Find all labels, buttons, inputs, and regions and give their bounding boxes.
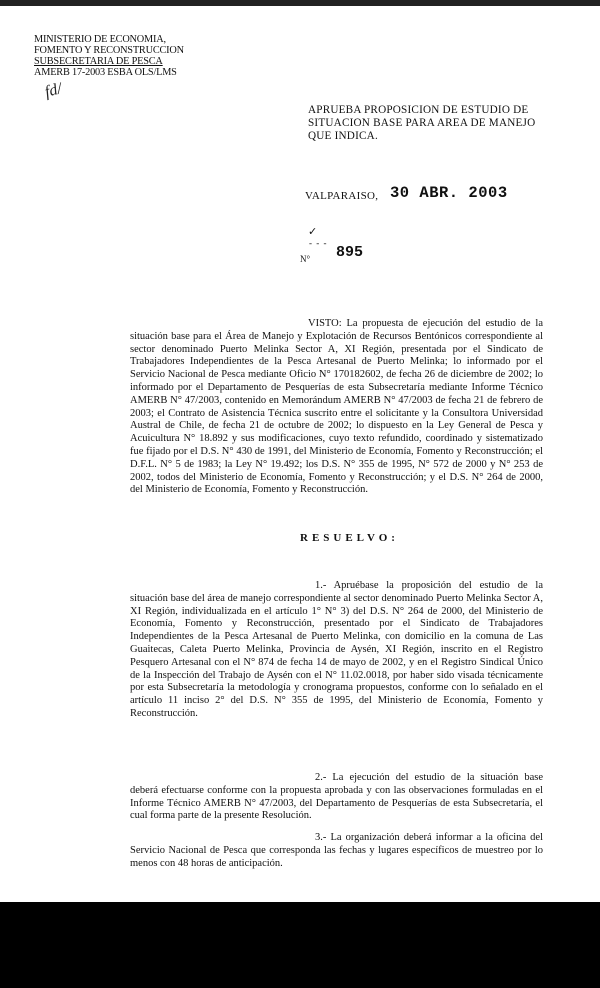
check-mark-icon: ✓ [308,226,318,238]
letterhead-ministry: MINISTERIO DE ECONOMIA, [34,34,166,45]
letterhead [34,34,234,78]
item-1-paragraph [130,580,543,721]
handwritten-initials: fd/ [42,80,64,101]
dash-marks: - - - [309,238,328,248]
item-3-paragraph [130,832,543,870]
item-2-paragraph [130,772,543,823]
subject-line: APRUEBA PROPOSICION DE ESTUDIO DE SITUACION BASE PARA AREA DE MANEJO QUE INDICA. [308,104,536,142]
document-number-label: N° [300,254,311,264]
letterhead-reference: AMERB 17-2003 ESBA OLS/LMS [34,67,177,78]
letterhead-subsecretaria: SUBSECRETARIA DE PESCA [34,56,163,67]
resolvo-heading: RESUELVO: [300,532,399,544]
visto-lead: VISTO: [308,318,342,329]
item-2-text: 2.- La ejecución del estudio de la situación base deberá efectuarse conforme con la propuesta aprobada y con las observaciones formuladas en el Informe Técnico AMERB N° 47/2003, del Departamento de Pesquerías de esta Subsecretaría, el cual forma parte de la presente Resolución. [130,772,543,822]
visto-text: La propuesta de ejecución del estudio de la situación base para el Área de Manejo y Explotación de Recursos Bentónicos correspondiente al sector denominado Puerto Melinka Sector A, XI Región, presentada por el Sindicato de Trabajadores Independientes de la Pesca Artesanal de Puerto Melinka; lo informado por el Servicio Nacional de Pesca mediante Oficio N° 170182602, de fecha 26 de diciembre de 2002; lo informado por el Departamento de Pesquerías de esta Subsecretaría mediante Informe Técnico AMERB N° 47/2003, contenido en Memorándum AMERB N° 47/2003 de fecha 21 de febrero de 2003; el Contrato de Asistencia Técnica suscrito entre el solicitante y la Consultora Universidad Austral de Chile, de fecha 21 de octubre de 2002; lo dispuesto en la Ley General de Pesca y Acuicultura N° 18.892 y sus modificaciones, cuyo texto refundido, coordinado y sistematizado fue fijado por el D.S. N° 430 de 1991, del Ministerio de Economía, Fomento y Reconstrucción; el D.F.L. N° 5 de 1983; la Ley N° 19.492; los D.S. N° 355 de 1995, N° 572 de 2000 y N° 253 de 2002, todos del Ministerio de Economía, Fomento y Reconstrucción; y el D.S. N° 264 de 2000, del Ministerio de Economía, Fomento y Reconstrucción. [130,318,544,496]
date-stamp: 30 ABR. 2003 [390,184,508,202]
item-1-text: 1.- Apruébase la proposición del estudio de la situación base del área de manejo correspondiente al sector denominado Puerto Melinka Sector A, XI Región, individualizada en el artículo 1° N° 3) del D.S. N° 264 de 2000, del Ministerio de Economía, Fomento y Reconstrucción, presentado por el Sindicato de Trabajadores Independientes de la Pesca Artesanal de Puerto Melinka, con domicilio en la comuna de Las Guaitecas, Caleta Puerto Melinka, Provincia de Aysén, XI Región, inscrito en el Registro Pesquero Artesanal con el N° 874 de fecha 14 de mayo de 2002, y en el Registro Sindical Único de la Inspección del Trabajo de Aysén con el N° 11.02.0018, por haber sido visada técnicamente por esta Subsecretaría la metodología y cronograma propuestos, conforme con lo señalado en el artículo 11 inciso 2° del D.S. N° 355 de 1995, del Ministerio de Economía, Fomento y Reconstrucción. [130,580,543,719]
visto-paragraph [130,318,543,497]
place-label: VALPARAISO, [305,190,379,202]
item-3-text: 3.- La organización deberá informar a la oficina del Servicio Nacional de Pesca que corresponda las fechas y lugares específicos de muestreo por lo menos con 48 horas de anticipación. [130,832,543,869]
scan-bottom-edge [0,902,600,988]
document-number: 895 [336,244,364,261]
scan-top-edge [0,0,600,6]
letterhead-ministry-cont: FOMENTO Y RECONSTRUCCION [34,45,184,56]
